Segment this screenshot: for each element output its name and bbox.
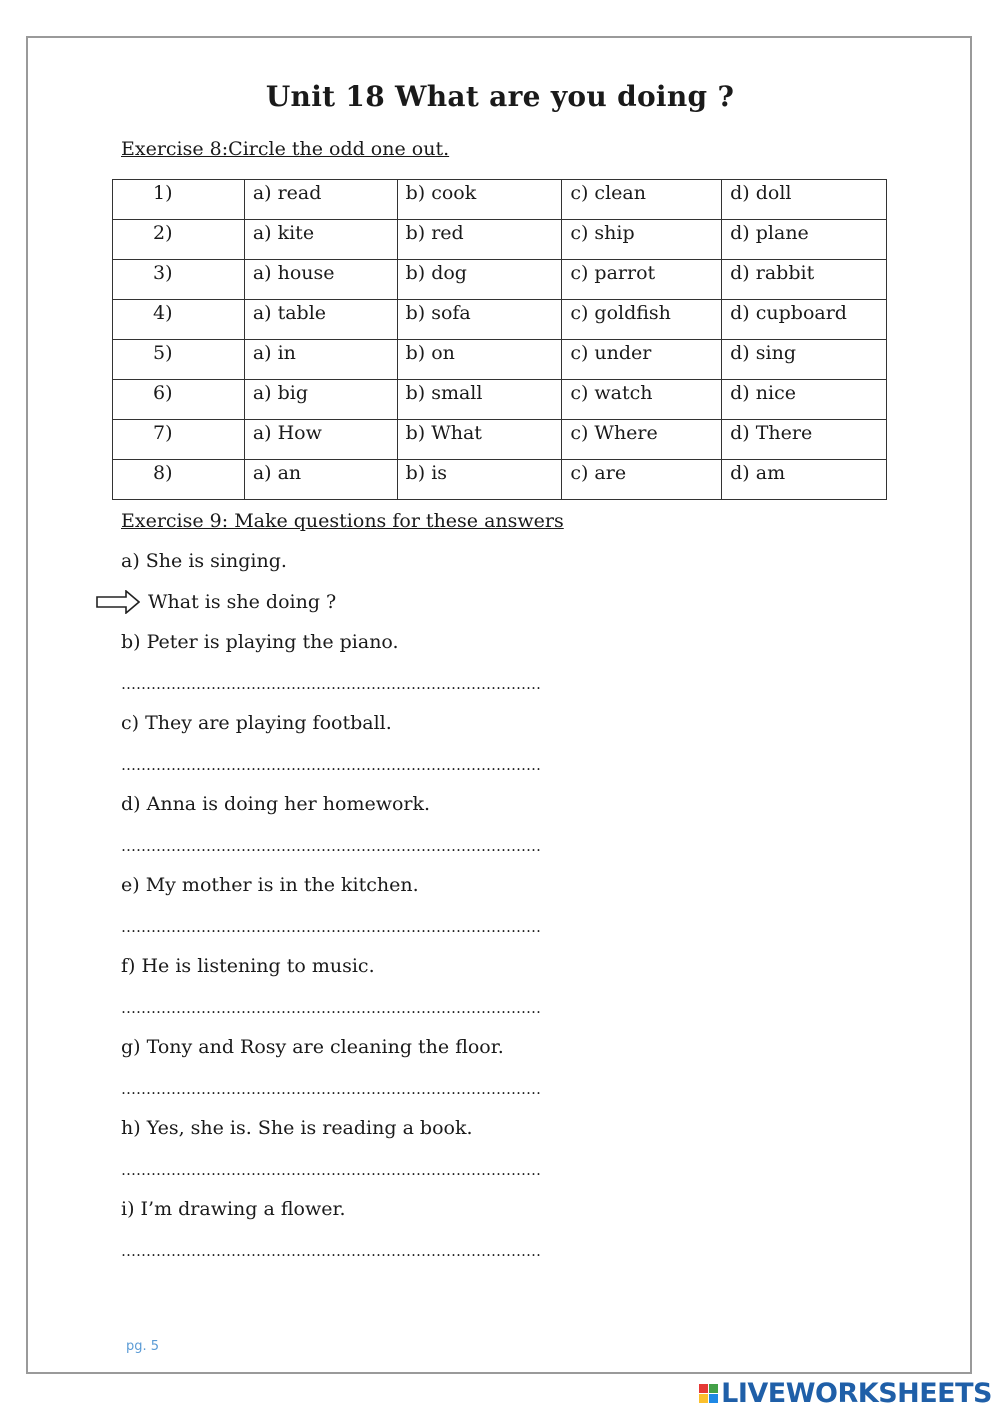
answer-line[interactable]: …………………………………………………………………………: [121, 837, 541, 855]
option-cell[interactable]: b) cook: [397, 180, 562, 220]
option-cell[interactable]: b) is: [397, 460, 562, 500]
option-cell[interactable]: d) doll: [722, 180, 887, 220]
table-row: [113, 380, 887, 420]
question-number: 4): [113, 300, 245, 340]
liveworksheets-logo: [699, 1378, 992, 1409]
option-cell[interactable]: a) kite: [244, 220, 397, 260]
table-row: [113, 340, 887, 380]
option-cell[interactable]: d) There: [722, 420, 887, 460]
option-cell[interactable]: c) watch: [562, 380, 722, 420]
table-row: [113, 180, 887, 220]
option-cell[interactable]: b) on: [397, 340, 562, 380]
option-cell[interactable]: c) goldfish: [562, 300, 722, 340]
exercise-8-heading: Exercise 8:Circle the odd one out.: [121, 138, 450, 160]
brand-logo-icon: [699, 1384, 718, 1403]
page-number: pg. 5: [126, 1339, 160, 1354]
option-cell[interactable]: a) big: [244, 380, 397, 420]
prompt-sentence: d) Anna is doing her homework.: [121, 793, 431, 815]
brand-name: LIVEWORKSHEETS: [721, 1378, 992, 1409]
prompt-sentence: f) He is listening to music.: [121, 955, 375, 977]
answer-line[interactable]: …………………………………………………………………………: [121, 1161, 541, 1179]
option-cell[interactable]: b) sofa: [397, 300, 562, 340]
odd-one-out-table: [112, 179, 887, 500]
option-cell[interactable]: a) How: [244, 420, 397, 460]
table-row: [113, 460, 887, 500]
prompt-sentence: c) They are playing football.: [121, 712, 392, 734]
option-cell[interactable]: c) under: [562, 340, 722, 380]
prompt-sentence: b) Peter is playing the piano.: [121, 631, 399, 653]
question-number: 1): [113, 180, 245, 220]
answer-line[interactable]: …………………………………………………………………………: [121, 1080, 541, 1098]
question-number: 5): [113, 340, 245, 380]
question-number: 8): [113, 460, 245, 500]
option-cell[interactable]: a) table: [244, 300, 397, 340]
option-cell[interactable]: d) plane: [722, 220, 887, 260]
exercise-9-heading: Exercise 9: Make questions for these answers: [121, 510, 564, 532]
option-cell[interactable]: c) parrot: [562, 260, 722, 300]
option-cell[interactable]: a) an: [244, 460, 397, 500]
question-number: 2): [113, 220, 245, 260]
option-cell[interactable]: d) cupboard: [722, 300, 887, 340]
prompt-sentence: e) My mother is in the kitchen.: [121, 874, 419, 896]
table-row: [113, 220, 887, 260]
example-question-row: [96, 590, 336, 614]
question-number: 3): [113, 260, 245, 300]
example-answer: a) She is singing.: [121, 550, 287, 572]
option-cell[interactable]: b) What: [397, 420, 562, 460]
prompt-sentence: h) Yes, she is. She is reading a book.: [121, 1117, 473, 1139]
table-row: [113, 420, 887, 460]
example-question: What is she doing ?: [148, 591, 337, 613]
option-cell[interactable]: d) am: [722, 460, 887, 500]
option-cell[interactable]: d) sing: [722, 340, 887, 380]
option-cell[interactable]: c) ship: [562, 220, 722, 260]
option-cell[interactable]: c) clean: [562, 180, 722, 220]
option-cell[interactable]: b) small: [397, 380, 562, 420]
table-row: [113, 260, 887, 300]
option-cell[interactable]: c) are: [562, 460, 722, 500]
question-number: 7): [113, 420, 245, 460]
option-cell[interactable]: b) red: [397, 220, 562, 260]
page-title: Unit 18 What are you doing ?: [265, 80, 735, 113]
prompt-sentence: g) Tony and Rosy are cleaning the floor.: [121, 1036, 504, 1058]
answer-line[interactable]: …………………………………………………………………………: [121, 918, 541, 936]
option-cell[interactable]: a) house: [244, 260, 397, 300]
answer-line[interactable]: …………………………………………………………………………: [121, 999, 541, 1017]
answer-line[interactable]: …………………………………………………………………………: [121, 1242, 541, 1260]
option-cell[interactable]: a) in: [244, 340, 397, 380]
option-cell[interactable]: d) nice: [722, 380, 887, 420]
option-cell[interactable]: d) rabbit: [722, 260, 887, 300]
answer-line[interactable]: …………………………………………………………………………: [121, 756, 541, 774]
question-number: 6): [113, 380, 245, 420]
option-cell[interactable]: a) read: [244, 180, 397, 220]
answer-line[interactable]: …………………………………………………………………………: [121, 675, 541, 693]
option-cell[interactable]: b) dog: [397, 260, 562, 300]
prompt-sentence: i) I’m drawing a flower.: [121, 1198, 346, 1220]
arrow-right-icon: [96, 590, 140, 614]
option-cell[interactable]: c) Where: [562, 420, 722, 460]
table-row: [113, 300, 887, 340]
